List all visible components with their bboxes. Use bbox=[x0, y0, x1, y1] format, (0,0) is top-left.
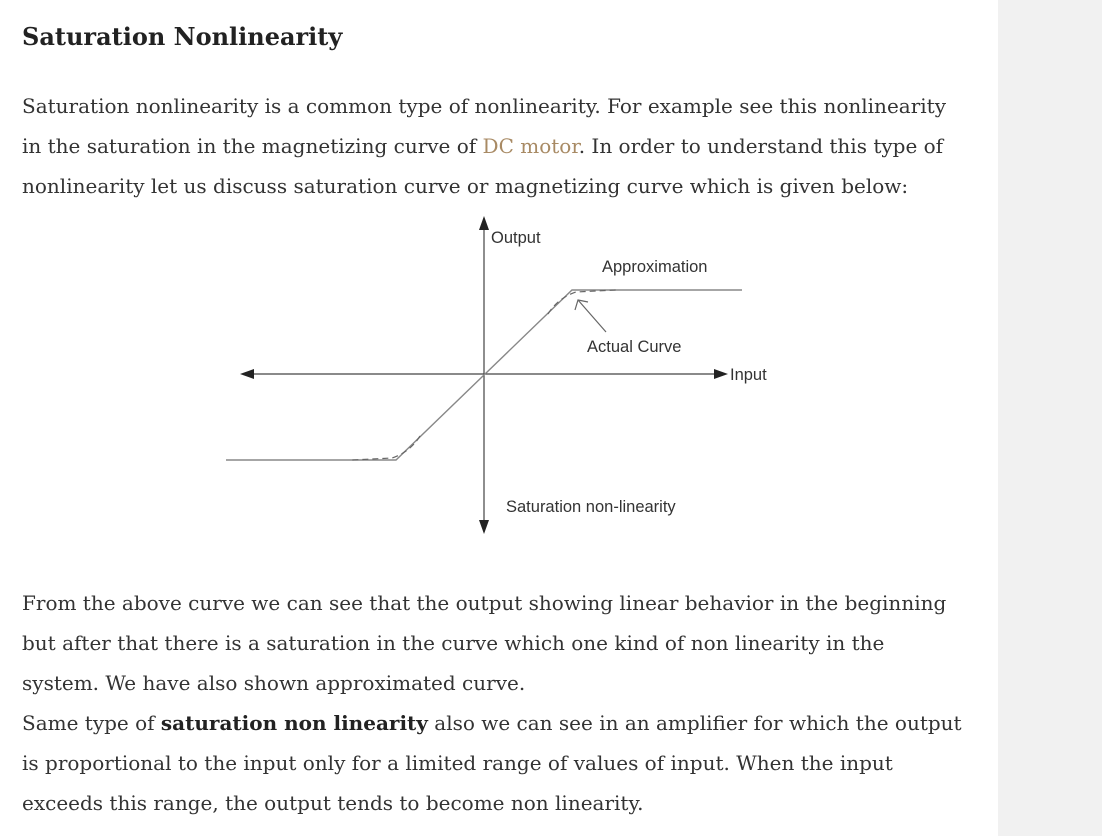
output-label: Output bbox=[491, 229, 541, 247]
right-arrowhead bbox=[714, 369, 728, 379]
left-arrowhead bbox=[240, 369, 254, 379]
intro-text-end: . In order to understand this type of nonlinearity let us discuss saturation curve or magnetizing curve which is given below: bbox=[22, 134, 944, 198]
amplifier-text-end: also we can see in an amplifier for which the output is proportional to the input only for a limited range of values of input. When the input exceeds this range, the output tends to become non linearity. bbox=[22, 711, 962, 815]
dc-motor-link[interactable]: DC motor bbox=[482, 134, 579, 158]
actual-curve-lower bbox=[352, 436, 420, 460]
bold-term: saturation non linearity bbox=[160, 711, 428, 735]
up-arrowhead bbox=[479, 216, 489, 230]
amplifier-paragraph bbox=[22, 703, 962, 823]
explanation-paragraph: From the above curve we can see that the output showing linear behavior in the beginning but after that there is a saturation in the curve which one kind of non linearity in the system. We have also shown approximated curve. bbox=[22, 591, 947, 695]
section-title: Saturation Nonlinearity bbox=[22, 22, 343, 51]
figure-caption: Saturation non-linearity bbox=[506, 498, 676, 516]
right-sidebar bbox=[998, 0, 1102, 836]
actual-curve-label: Actual Curve bbox=[587, 338, 682, 356]
down-arrowhead bbox=[479, 520, 489, 534]
approximation-label: Approximation bbox=[602, 258, 708, 276]
curve-pointer-line bbox=[578, 300, 606, 332]
actual-curve-upper bbox=[548, 290, 616, 314]
intro-text-start: Saturation nonlinearity is a common type of nonlinearity. For example see this nonlinearity in the saturation in the magnetizing curve of bbox=[22, 94, 946, 158]
intro-paragraph bbox=[22, 86, 962, 206]
saturation-diagram bbox=[224, 212, 784, 542]
saturation-figure bbox=[224, 212, 784, 542]
amplifier-text-start: Same type of bbox=[22, 711, 161, 735]
input-label: Input bbox=[730, 366, 767, 384]
